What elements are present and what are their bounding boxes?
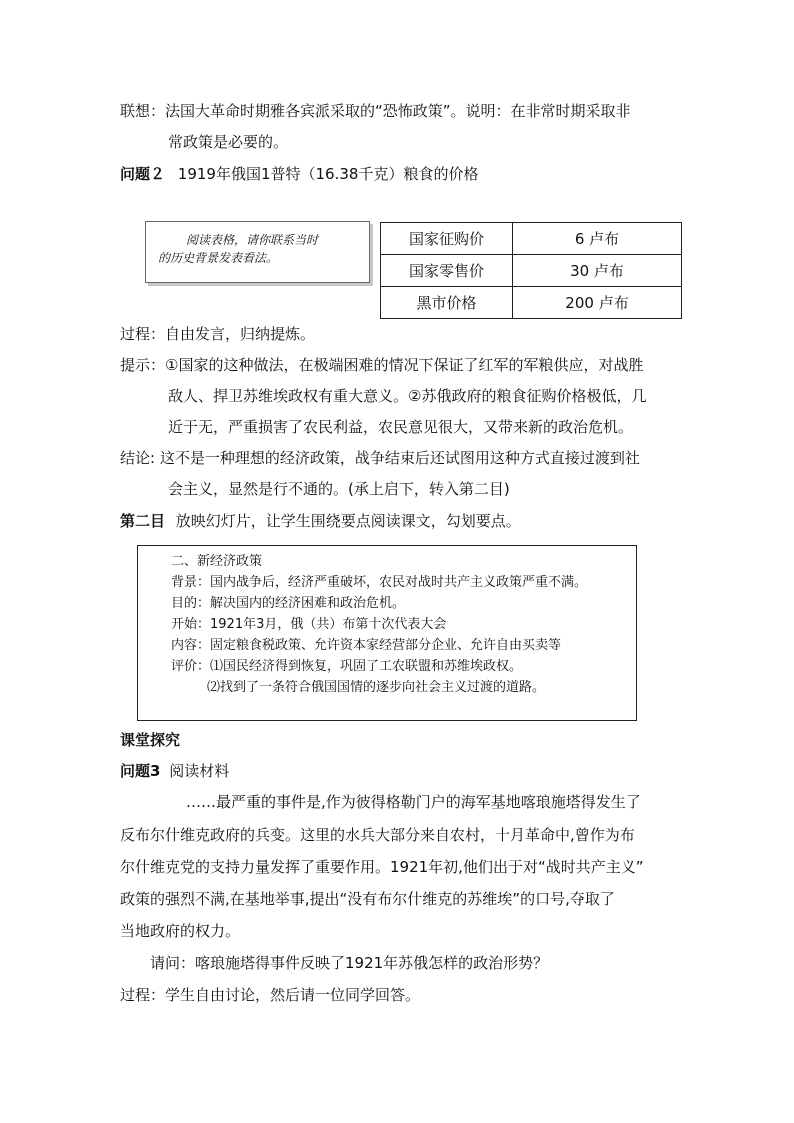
- summary-line: ⑵找到了一条符合俄国国情的逐步向社会主义过渡的道路。: [207, 680, 546, 695]
- question-text: 阅读材料: [169, 762, 230, 780]
- table-row: [381, 223, 682, 255]
- material-line: 尔什维克党的支持力量发挥了重要作用。1921年初,他们出于对“战时共产主义”: [120, 858, 644, 876]
- table-cell-value: 30 卢布: [513, 255, 682, 287]
- table-cell-value: 200 卢布: [513, 287, 682, 319]
- question-label: 问题3: [120, 762, 161, 780]
- price-table: [380, 222, 682, 319]
- summary-line: 开始：1921年3月，俄（共）布第十次代表大会: [171, 617, 447, 632]
- table-cell-label: 黑市价格: [381, 287, 513, 319]
- text-line: 过程：自由发言，归纳提炼。: [120, 325, 316, 343]
- question-text: 1919年俄国1普特（16.38千克）粮食的价格: [177, 165, 479, 183]
- table-cell-label: 国家征购价: [381, 223, 513, 255]
- text-line: 敌人、捍卫苏维埃政权有重大意义。②苏俄政府的粮食征购价格极低，几: [168, 387, 647, 405]
- text-line: 联想：法国大革命时期雅各宾派采取的“恐怖政策”。说明：在非常时期采取非: [120, 102, 631, 120]
- summary-line: 内容：固定粮食税政策、允许资本家经营部分企业、允许自由买卖等: [171, 638, 562, 653]
- material-line: 政策的强烈不满,在基地举事,提出“没有布尔什维克的苏维埃”的口号,夺取了: [120, 890, 615, 908]
- text-line: 常政策是必要的。: [168, 133, 289, 151]
- table-cell-value: 6 卢布: [513, 223, 682, 255]
- note-box: [145, 221, 370, 283]
- text-line: 会主义，显然是行不通的。(承上启下，转入第二目): [168, 480, 510, 498]
- material-line: ……最严重的事件是,作为彼得格勒门户的海军基地喀琅施塔得发生了: [186, 793, 641, 811]
- question-label: 问题２: [120, 165, 166, 183]
- question-2-heading: [120, 164, 478, 184]
- note-line: 阅读表格，请你联系当时: [186, 233, 319, 247]
- summary-line: 目的：解决国内的经济困难和政治危机。: [171, 596, 406, 611]
- material-line: 当地政府的权力。: [120, 922, 241, 940]
- note-line: 的历史背景发表看法。: [158, 251, 279, 265]
- summary-line: 背景：国内战争后，经济严重破坏，农民对战时共产主义政策严重不满。: [171, 575, 588, 590]
- section-label: 第二目: [120, 512, 166, 530]
- question-3-heading: [120, 761, 229, 781]
- question-line: 请问：喀琅施塔得事件反映了1921年苏俄怎样的政治形势？: [150, 954, 549, 972]
- text-line: 过程：学生自由讨论，然后请一位同学回答。: [120, 986, 421, 1004]
- text-line: 提示：①国家的这种做法，在极端困难的情况下保证了红军的军粮供应，对战胜: [120, 356, 644, 374]
- material-line: 反布尔什维克政府的兵变。这里的水兵大部分来自农村，十月革命中,曾作为布: [120, 826, 635, 844]
- section-2-heading: [120, 511, 521, 531]
- summary-box: [137, 545, 637, 721]
- summary-title: 二、新经济政策: [171, 554, 263, 569]
- table-row: [381, 255, 682, 287]
- text-line: 结论: 这不是一种理想的经济政策，战争结束后还试图用这种方式直接过渡到社: [120, 449, 640, 467]
- section-text: 放映幻灯片，让学生围绕要点阅读课文，勾划要点。: [175, 512, 521, 530]
- summary-line: 评价：⑴国民经济得到恢复，巩固了工农联盟和苏维埃政权。: [171, 659, 523, 674]
- table-cell-label: 国家零售价: [381, 255, 513, 287]
- table-row: [381, 287, 682, 319]
- text-line: 近于无，严重损害了农民利益，农民意见很大，又带来新的政治危机。: [168, 418, 634, 436]
- section-heading: 课堂探究: [120, 731, 181, 749]
